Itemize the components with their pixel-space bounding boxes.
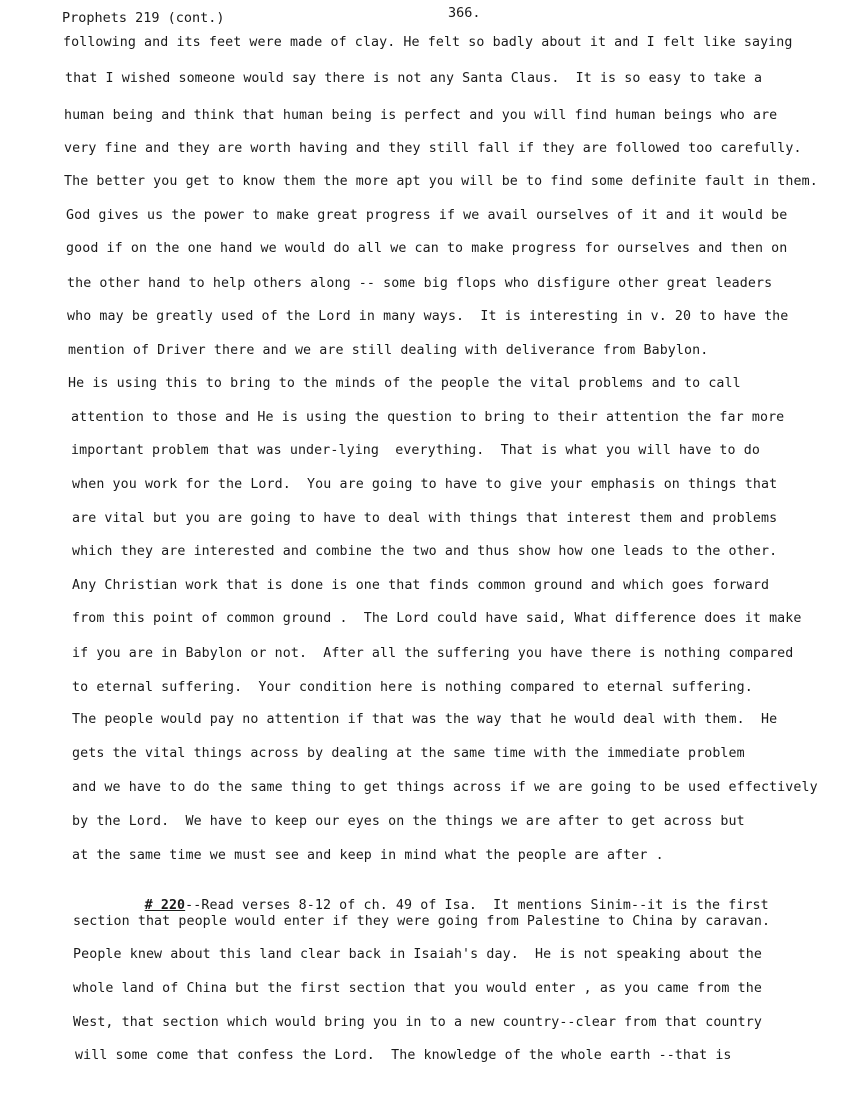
text-line: will some come that confess the Lord. The knowledge of the whole earth --that is	[75, 1048, 732, 1063]
section-marker: # 220	[144, 898, 186, 913]
text-line: who may be greatly used of the Lord in many ways. It is interesting in v. 20 to have the	[67, 309, 789, 324]
text-line: from this point of common ground . The Lord could have said, What difference does it make	[72, 611, 802, 626]
text-line: mention of Driver there and we are still dealing with deliverance from Babylon.	[68, 343, 709, 358]
text-line: West, that section which would bring you in to a new country--clear from that country	[73, 1015, 762, 1030]
document-title: Prophets 219 (cont.)	[62, 10, 225, 26]
text-line: The people would pay no attention if that was the way that he would deal with them. He	[72, 712, 778, 727]
page-number: 366.	[448, 5, 481, 21]
text-line: good if on the one hand we would do all we can to make progress for ourselves and then on	[66, 241, 788, 256]
text-line: important problem that was under-lying everything. That is what you will have to do	[71, 443, 760, 458]
section-line-text: --Read verses 8-12 of ch. 49 of Isa. It mentions Sinim--it is the first	[185, 898, 769, 913]
text-line: Any Christian work that is done is one that finds common ground and which goes forward	[72, 578, 770, 593]
text-line: are vital but you are going to have to deal with things that interest them and problems	[72, 511, 778, 526]
text-line: God gives us the power to make great progress if we avail ourselves of it and it would be	[66, 208, 788, 223]
text-line: following and its feet were made of clay. He felt so badly about it and I felt like saying	[63, 35, 793, 50]
text-line: section that people would enter if they were going from Palestine to China by caravan.	[73, 914, 771, 929]
text-line: People knew about this land clear back in Isaiah's day. He is not speaking about the	[73, 947, 762, 962]
text-line: when you work for the Lord. You are going to have to give your emphasis on things that	[72, 477, 778, 492]
text-line: very fine and they are worth having and they still fall if they are followed too carefully.	[64, 141, 802, 156]
text-line: the other hand to help others along -- some big flops who disfigure other great leaders	[67, 276, 773, 291]
text-line: at the same time we must see and keep in mind what the people are after .	[72, 848, 664, 863]
text-line: whole land of China but the first section that you would enter , as you came from the	[73, 981, 762, 996]
text-line: and we have to do the same thing to get things across if we are going to be used effectively	[72, 780, 818, 795]
text-line: human being and think that human being is perfect and you will find human beings who are	[64, 108, 778, 123]
text-line: if you are in Babylon or not. After all the suffering you have there is nothing compared	[72, 646, 794, 661]
text-line: gets the vital things across by dealing at the same time with the immediate problem	[72, 746, 745, 761]
text-line: He is using this to bring to the minds of the people the vital problems and to call	[68, 376, 741, 391]
text-line: that I wished someone would say there is not any Santa Claus. It is so easy to take a	[65, 71, 763, 86]
text-line: to eternal suffering. Your condition here is nothing compared to eternal suffering.	[72, 680, 753, 695]
text-line: attention to those and He is using the question to bring to their attention the far more	[71, 410, 785, 425]
text-line: by the Lord. We have to keep our eyes on the things we are after to get across but	[72, 814, 745, 829]
text-line: The better you get to know them the more apt you will be to find some definite fault in them.	[64, 174, 818, 189]
text-line: which they are interested and combine the two and thus show how one leads to the other.	[72, 544, 778, 559]
